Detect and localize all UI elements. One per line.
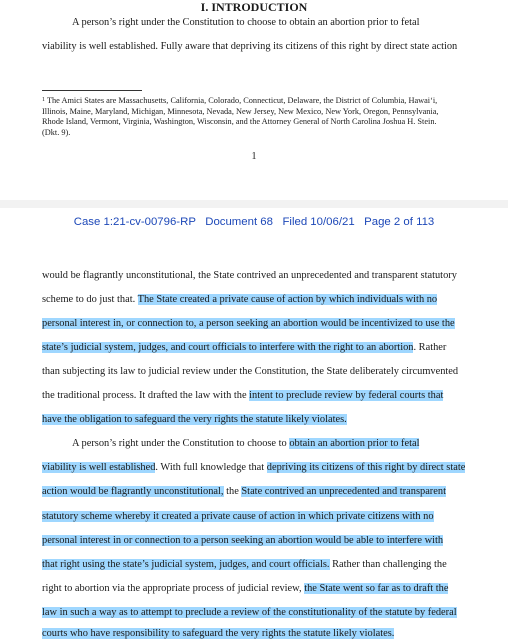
highlighted-text: intent to preclude review by federal courts that xyxy=(249,390,444,401)
text-segment: the xyxy=(223,486,242,497)
text-line xyxy=(72,437,419,451)
footnote xyxy=(42,96,454,138)
text-segment: Rather than challenging the xyxy=(329,559,447,570)
footnote-text: The Amici States are Massachusetts, California, Colorado, Connecticut, Delaware, the District of Columbia, Hawai‘i, Illinois, Maine, Maryland, Michigan, Minnesota, Nevada, New Jersey, New Mexico, New York, Oregon, Pennsylvania, Rhode Island, Vermont, Virginia, Washington, Wisconsin, and the Attorney General of North Carolina Joshua H. Stein. (Dkt. 9). xyxy=(42,96,439,137)
text-line xyxy=(42,341,446,355)
highlighted-text: depriving its citizens of this right by direct state xyxy=(266,462,466,473)
text-line xyxy=(42,606,457,620)
text-line xyxy=(42,627,394,641)
case-header: Case 1:21-cv-00796-RP Document 68 Filed 10/06/21 Page 2 of 113 xyxy=(73,216,435,228)
highlighted-text: viability is well established xyxy=(42,462,156,473)
highlighted-text: courts who have responsibility to safeguard the very rights the statute likely violates. xyxy=(42,628,395,639)
text-segment: than subjecting its law to judicial review under the Constitution, the State deliberately circumvented xyxy=(42,366,459,377)
highlighted-text: action would be flagrantly unconstitutional, xyxy=(42,486,224,497)
highlighted-text: obtain an abortion prior to fetal xyxy=(289,438,420,449)
text-segment: . With full knowledge that xyxy=(155,462,267,473)
text-line xyxy=(42,461,465,475)
text-segment: would be flagrantly unconstitutional, the State contrived an unprecedented and transparent statutory xyxy=(42,270,457,281)
highlighted-text: state’s judicial system, judges, and court officials to interfere with the right to an abortion xyxy=(42,342,414,353)
previous-page xyxy=(0,0,508,200)
highlighted-text: law in such a way as to attempt to preclude a review of the constitutionality of the statute by federal xyxy=(42,607,457,618)
text-line xyxy=(42,365,458,379)
page-separator xyxy=(0,200,508,208)
intro-line-2: viability is well established. Fully aware that depriving its citizens of this right by direct state action xyxy=(42,41,458,52)
highlighted-text: have the obligation to safeguard the very rights the statute likely violates. xyxy=(42,414,347,425)
highlighted-text: State contrived an unprecedented and transparent xyxy=(241,486,446,497)
text-line xyxy=(42,510,434,524)
text-line xyxy=(42,534,443,548)
highlighted-text: that right using the state’s judicial system, judges, and court officials. xyxy=(42,559,330,570)
highlighted-text: personal interest in, or connection to, a person seeking an abortion would be incentivized to use the xyxy=(42,318,455,329)
section-heading: I. INTRODUCTION xyxy=(200,0,308,14)
text-segment: . Rather xyxy=(413,342,447,353)
highlighted-text: the State went so far as to draft the xyxy=(304,583,449,594)
footnote-divider xyxy=(42,90,142,91)
page-number: 1 xyxy=(251,151,257,162)
highlighted-text: personal interest in or connection to a person seeking an abortion would be able to interfere with xyxy=(42,535,444,546)
text-segment: A person’s right under the Constitution to choose to xyxy=(72,438,290,449)
footnote-marker: 1 xyxy=(42,97,45,103)
text-segment: the traditional process. It drafted the law with the xyxy=(42,390,250,401)
highlighted-text: statutory scheme whereby it created a private cause of action in which private citizens with no xyxy=(42,511,434,522)
text-segment: right to abortion via the appropriate process of judicial review, xyxy=(42,583,305,594)
highlighted-text: The State created a private cause of action by which individuals with no xyxy=(137,294,438,305)
text-segment: scheme to do just that. xyxy=(42,294,138,305)
text-line xyxy=(42,293,437,307)
text-line xyxy=(42,269,457,283)
intro-line-1: A person’s right under the Constitution to choose to obtain an abortion prior to fetal xyxy=(72,17,420,28)
text-line xyxy=(42,389,443,403)
text-line xyxy=(42,485,446,499)
text-line xyxy=(42,558,447,572)
text-line xyxy=(42,582,448,596)
text-line xyxy=(42,413,347,427)
text-line xyxy=(42,317,455,331)
